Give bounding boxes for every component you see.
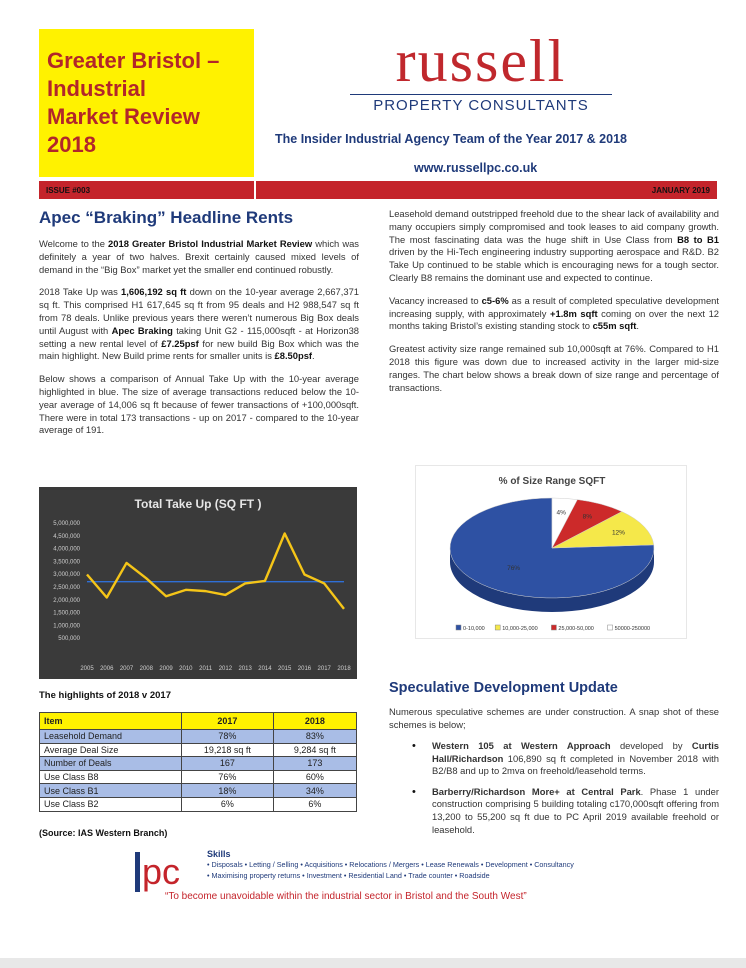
y-tick-label: 1,500,000 [53, 610, 80, 617]
article-heading: Apec “Braking” Headline Rents [39, 208, 294, 227]
data-label: 8% [582, 513, 593, 521]
table-cell: 34% [273, 784, 356, 798]
logo-wordmark: russell [395, 28, 567, 94]
table-cell: 6% [182, 797, 274, 811]
body-text: driven by the Hi-Tech engineering industry supporting aerospace and R&D. B2 Take Up continued to be stable which is encouraging news for a tough sector. Clearly B8 remains the dominant use and expected to continue. [389, 246, 719, 283]
legend-label: 10,000-25,000 [502, 626, 538, 632]
x-tick-label: 2007 [119, 666, 134, 672]
table-cell: Number of Deals [40, 757, 182, 771]
skills-list: • Maximising property returns • Investment • Residential Land • Trade counter • Roadside [207, 871, 490, 880]
table-cell: Average Deal Size [40, 743, 182, 757]
y-tick-label: 2,000,000 [53, 597, 80, 604]
emphasis-text: B8 to B1 [677, 233, 719, 245]
data-label: 12% [611, 529, 625, 537]
table-cell: 83% [273, 730, 356, 744]
report-title-line: Market Review [47, 104, 200, 129]
issue-number: ISSUE #003 [46, 186, 91, 195]
table-cell: 78% [182, 730, 274, 744]
body-text: developed by [610, 740, 692, 751]
x-tick-label: 2015 [278, 666, 292, 672]
column-header: Item [40, 713, 182, 730]
x-tick-label: 2012 [218, 666, 233, 672]
emphasis-text: £7.25psf [161, 337, 199, 349]
table-cell: 60% [273, 770, 356, 784]
x-tick-label: 2009 [159, 666, 173, 672]
legend-label: 50000-250000 [614, 626, 651, 632]
body-text: Welcome to the [39, 238, 109, 249]
emphasis-text: Curtis Hall/Richardson [432, 740, 720, 764]
size-range-chart [415, 465, 687, 639]
x-tick-label: 2017 [317, 666, 331, 672]
table-cell: 76% [182, 770, 274, 784]
table-row [40, 770, 357, 784]
y-tick-label: 2,500,000 [53, 585, 80, 591]
pc-logo-text: pc [142, 851, 181, 892]
y-tick-label: 4,000,000 [53, 546, 80, 553]
take-up-chart [39, 487, 357, 679]
size-range-chart-svg [416, 466, 688, 640]
report-title [39, 29, 254, 177]
body-text: Below shows a comparison of Annual Take Up with the 10-year average highlighted in blue. The size of average transactions reduced below the 10-year average of 14,006 sq ft because of fewer transactions of +100,000sqft. There were in total 173 transactions - up on 2017 - compared to the 10-year average of 191. [39, 373, 359, 436]
company-motto: “To become unavoidable within the industrial sector in Bristol and the South West” [165, 891, 527, 902]
intro-paragraph [39, 238, 359, 276]
body-text: as a result of completed speculative development increasing supply, with approximately [389, 294, 720, 319]
body-text: . [312, 350, 315, 362]
legend-label: 0-10,000 [463, 626, 485, 632]
x-tick-label: 2016 [297, 666, 312, 672]
table-row [40, 797, 357, 811]
table-cell: 18% [182, 784, 274, 798]
data-label: 4% [556, 509, 566, 517]
take-up-chart-svg [39, 487, 357, 679]
table-cell: 6% [273, 797, 356, 811]
legend-swatch [551, 625, 556, 630]
table-source: (Source: IAS Western Branch) [39, 828, 168, 838]
report-title-line: 2018 [47, 132, 96, 157]
table-cell: Use Class B2 [40, 797, 182, 811]
x-tick-label: 2005 [80, 666, 94, 672]
take-up-paragraph [39, 286, 359, 363]
y-tick-label: 5,000,000 [53, 521, 80, 527]
report-title-line: Industrial [47, 76, 147, 101]
body-text: Greatest activity size range remained sub 10,000sqft at 76%. Compared to H1 2018 this figure was down due to increased activity in the larger mid-size ranges. The chart below shows a break down of size range and percentage of transactions. [389, 343, 719, 393]
x-tick-label: 2006 [100, 666, 114, 672]
list-item [412, 740, 719, 778]
pc-logo [133, 850, 193, 896]
body-text: 106,890 sq ft completed in November 2018 with B2/B8 and up to 2mva on freehold/leasehold terms. [432, 752, 719, 777]
issue-bar [39, 181, 717, 199]
legend-swatch [495, 625, 500, 630]
body-text: Leasehold demand outstripped freehold due to the shear lack of availability and many occupiers simply compromised and took leases to aid company growth. The most fascinating data was the huge shift in Use Class from [389, 208, 719, 245]
take-up-series-line [87, 534, 344, 609]
body-text: which was definitely a year of two halves. Brexit certainly caused mixed levels of demand in the “Big Box” market yet the smaller end continued robustly. [39, 238, 359, 275]
issue-bar-divider [254, 181, 256, 199]
report-title-line: Greater Bristol – [47, 48, 220, 73]
body-text: down on the 10-year average 2,667,371 sq ft. This comprised H1 617,645 sq ft from 95 deals and H2 988,547 sq ft from 78 deals. Unlike previous years there weren’t numerous Big Box deals until August with [39, 286, 359, 336]
emphasis-text: Barberry/Richardson More+ at Central Park [432, 785, 641, 797]
size-range-paragraph [389, 343, 719, 394]
skills-list: • Disposals • Letting / Selling • Acquisitions • Relocations / Mergers • Lease Renewals • Development • Consultancy [207, 860, 574, 869]
y-tick-label: 1,000,000 [53, 623, 80, 630]
issue-date: JANUARY 2019 [651, 186, 710, 195]
legend-swatch [456, 625, 461, 630]
table-cell: 167 [182, 757, 274, 771]
table-header-row [40, 713, 357, 730]
emphasis-text: c5-6% [481, 294, 509, 306]
skills-title: Skills [207, 849, 231, 859]
x-tick-label: 2008 [139, 666, 153, 672]
body-text: . Phase 1 under construction comprising 5 building totaling c170,000sqft offering from 13,200 to 55,200 sq ft due to PC April 2019 available freehold or leasehold. [432, 785, 719, 835]
x-tick-label: 2013 [238, 666, 252, 672]
legend-swatch [608, 625, 613, 630]
body-text: . [636, 320, 639, 332]
logo-subtitle: PROPERTY CONSULTANTS [350, 94, 612, 114]
emphasis-text: £8.50psf [274, 350, 313, 362]
table-cell: Use Class B1 [40, 784, 182, 798]
y-tick-label: 3,500,000 [53, 559, 80, 566]
legend-label: 25,000-50,000 [558, 626, 594, 632]
spec-list [412, 740, 719, 844]
emphasis-text: Western 105 at Western Approach [432, 740, 611, 751]
left-column [39, 208, 359, 447]
table-cell: 173 [273, 757, 356, 771]
spec-heading: Speculative Development Update [389, 680, 618, 696]
vacancy-paragraph [389, 295, 719, 333]
column-header: 2017 [182, 713, 274, 730]
data-label: 76% [507, 565, 521, 573]
table-row [40, 757, 357, 771]
body-text: coming on over the next 12 months taking Bristol’s existing standing stock to [389, 307, 719, 332]
pc-logo-bar [135, 852, 140, 892]
table-cell: 19,218 sq ft [182, 743, 274, 757]
highlights-title: The highlights of 2018 v 2017 [39, 690, 171, 701]
table-row [40, 784, 357, 798]
table-cell: 9,284 sq ft [273, 743, 356, 757]
tagline: The Insider Industrial Agency Team of the Year 2017 & 2018 [275, 132, 627, 146]
table-row [40, 730, 357, 744]
table-cell: Leasehold Demand [40, 730, 182, 744]
body-text: 2018 Take Up was [39, 286, 122, 298]
comparison-paragraph [39, 373, 359, 437]
table-cell: Use Class B8 [40, 770, 182, 784]
column-header: 2018 [273, 713, 356, 730]
body-text: for new build Big Box which was the main highlight. New Build prime rents for smaller units is [39, 337, 359, 362]
body-text: Vacancy increased to [389, 294, 482, 306]
list-item [412, 786, 719, 836]
right-column [389, 208, 719, 404]
y-tick-label: 3,000,000 [53, 572, 80, 579]
y-tick-label: 4,500,000 [53, 533, 80, 540]
emphasis-text: c55m sqft [592, 320, 637, 332]
x-tick-label: 2010 [179, 666, 193, 672]
emphasis-text: Apec Braking [111, 324, 173, 336]
page-bottom-strip [0, 958, 746, 968]
highlights-table [39, 712, 357, 812]
spec-intro: Numerous speculative schemes are under construction. A snap shot of these schemes is below; [389, 706, 719, 730]
y-tick-label: 500,000 [58, 636, 80, 643]
skills-block [207, 849, 574, 881]
demand-paragraph [389, 208, 719, 285]
russell-logo [350, 28, 612, 114]
emphasis-text: +1.8m sqft [550, 307, 598, 319]
body-text: taking Unit G2 - 115,000sqft - at Horizon38 setting a new rental level of [39, 324, 359, 349]
emphasis-text: 1,606,192 sq ft [121, 286, 187, 298]
emphasis-text: 2018 Greater Bristol Industrial Market Review [108, 238, 313, 249]
x-tick-label: 2011 [199, 666, 213, 672]
table-row [40, 743, 357, 757]
chart-title: Total Take Up (SQ FT ) [134, 497, 262, 511]
chart-title: % of Size Range SQFT [498, 476, 606, 487]
x-tick-label: 2018 [337, 666, 351, 672]
website-link[interactable]: www.russellpc.co.uk [414, 161, 538, 175]
x-tick-label: 2014 [258, 666, 272, 672]
